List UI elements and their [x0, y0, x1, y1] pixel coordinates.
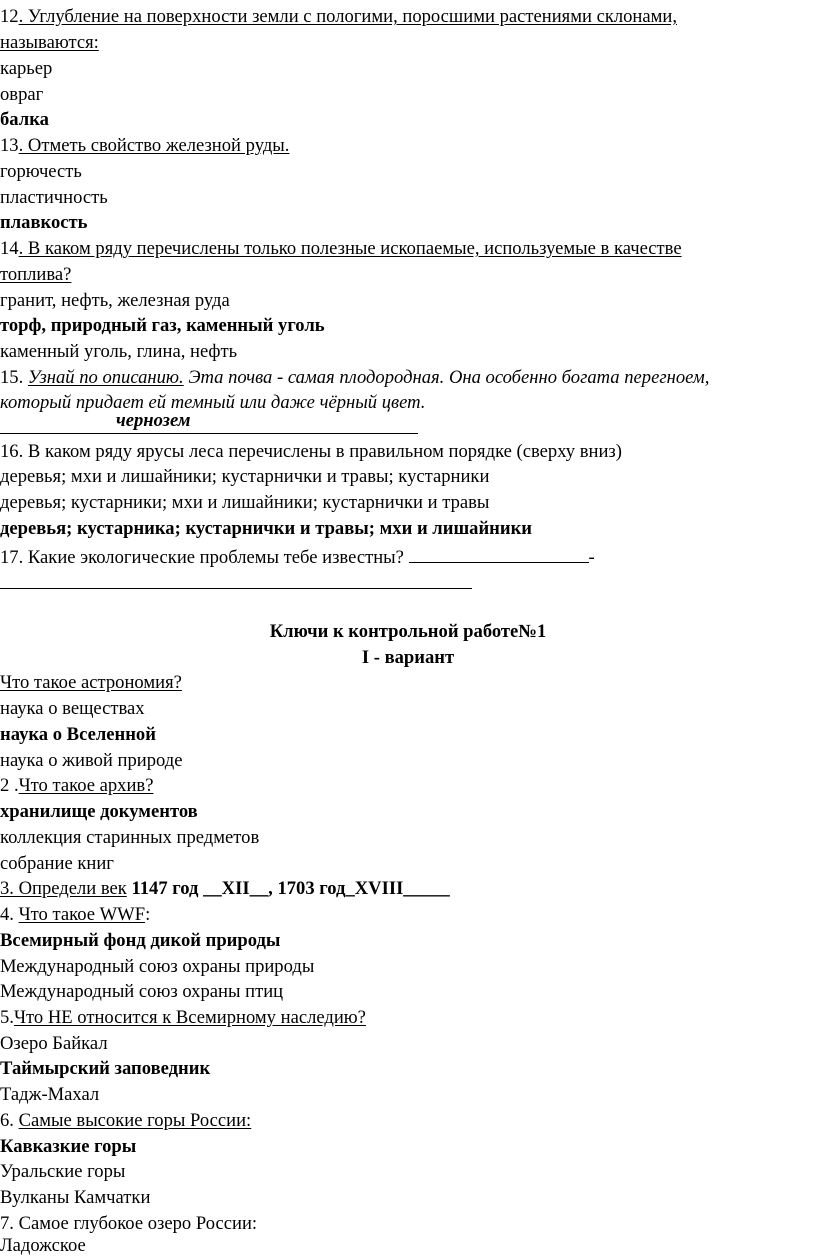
q12-prompt-cont: называются: — [0, 32, 99, 53]
q12-option-3-correct: балка — [0, 109, 49, 130]
k4-option-1-correct: Всемирный фонд дикой природы — [0, 930, 281, 951]
q15-answer: чернозем — [116, 410, 191, 431]
q16-option-3-correct: деревья; кустарника; кустарнички и травы; мхи и лишайники — [0, 518, 533, 539]
k1-option-1: наука о веществах — [0, 698, 145, 719]
keys-variant: I - вариант — [361, 647, 455, 668]
q13-prompt: 13. Отметь свойство железной руды. — [0, 135, 290, 156]
k6-prompt: 6. Самые высокие горы России: — [0, 1110, 252, 1131]
k7-option-1: Ладожское — [0, 1235, 86, 1256]
k2-option-3: собрание книг — [0, 853, 114, 874]
k6-option-1-correct: Кавказкие горы — [0, 1136, 137, 1157]
k1-option-2-correct: наука о Вселенной — [0, 724, 156, 745]
k4-option-3: Международный союз охраны птиц — [0, 981, 284, 1002]
k2-option-1-correct: хранилище документов — [0, 801, 198, 822]
q13-option-1: горючесть — [0, 161, 82, 182]
k2-option-2: коллекция старинных предметов — [0, 827, 260, 848]
q16-prompt: 16. В каком ряду ярусы леса перечислены в правильном порядке (сверху вниз) — [0, 441, 622, 462]
k3-prompt: 3. Определи век 1147 год __XII__, 1703 год_XVIII_____ — [0, 878, 450, 899]
k6-option-2: Уральские горы — [0, 1161, 126, 1182]
k5-option-3: Тадж-Махал — [0, 1084, 100, 1105]
q14-prompt-cont: топлива? — [0, 264, 72, 285]
q15-description-cont: который придает ей темный или даже чёрный цвет. — [0, 392, 426, 413]
q13-option-2: пластичность — [0, 187, 108, 208]
q15-prompt: 15. Узнай по описанию. Эта почва - самая плодородная. Она особенно богата перегноем, — [0, 367, 710, 388]
answer-blank — [409, 542, 589, 563]
k4-prompt: 4. Что такое WWF: — [0, 904, 151, 925]
k5-option-2-correct: Таймырский заповедник — [0, 1058, 211, 1079]
q13-option-3-correct: плавкость — [0, 212, 88, 233]
answer-blank — [0, 410, 418, 434]
k4-option-2: Международный союз охраны природы — [0, 956, 315, 977]
q12-prompt: 12. Углубление на поверхности земли с пологими, поросшими растениями склонами, — [0, 6, 678, 27]
q12-option-1: карьер — [0, 58, 53, 79]
q16-option-1: деревья; мхи и лишайники; кустарнички и травы; кустарники — [0, 466, 490, 487]
k7-prompt: 7. Самое глубокое озеро России: — [0, 1213, 258, 1234]
k1-prompt: Что такое астрономия? — [0, 672, 182, 693]
k1-option-3: наука о живой природе — [0, 750, 183, 771]
k5-option-1: Озеро Байкал — [0, 1033, 108, 1054]
q17-prompt: 17. Какие экологические проблемы тебе известны? - — [0, 542, 595, 568]
k2-prompt: 2 .Что такое архив? — [0, 775, 154, 796]
keys-title: Ключи к контрольной работе№1 — [269, 621, 547, 642]
q12-option-2: овраг — [0, 84, 44, 105]
q16-option-2: деревья; кустарники; мхи и лишайники; кустарнички и травы — [0, 492, 490, 513]
q14-prompt: 14. В каком ряду перечислены только полезные ископаемые, используемые в качестве — [0, 238, 682, 259]
q14-option-2-correct: торф, природный газ, каменный уголь — [0, 315, 325, 336]
k6-option-3: Вулканы Камчатки — [0, 1187, 151, 1208]
q14-option-3: каменный уголь, глина, нефть — [0, 341, 238, 362]
q14-option-1: гранит, нефть, железная руда — [0, 290, 230, 311]
answer-blank-line — [0, 588, 472, 589]
k5-prompt: 5.Что НЕ относится к Всемирному наследию? — [0, 1007, 366, 1028]
q15-answer-line — [0, 410, 418, 439]
